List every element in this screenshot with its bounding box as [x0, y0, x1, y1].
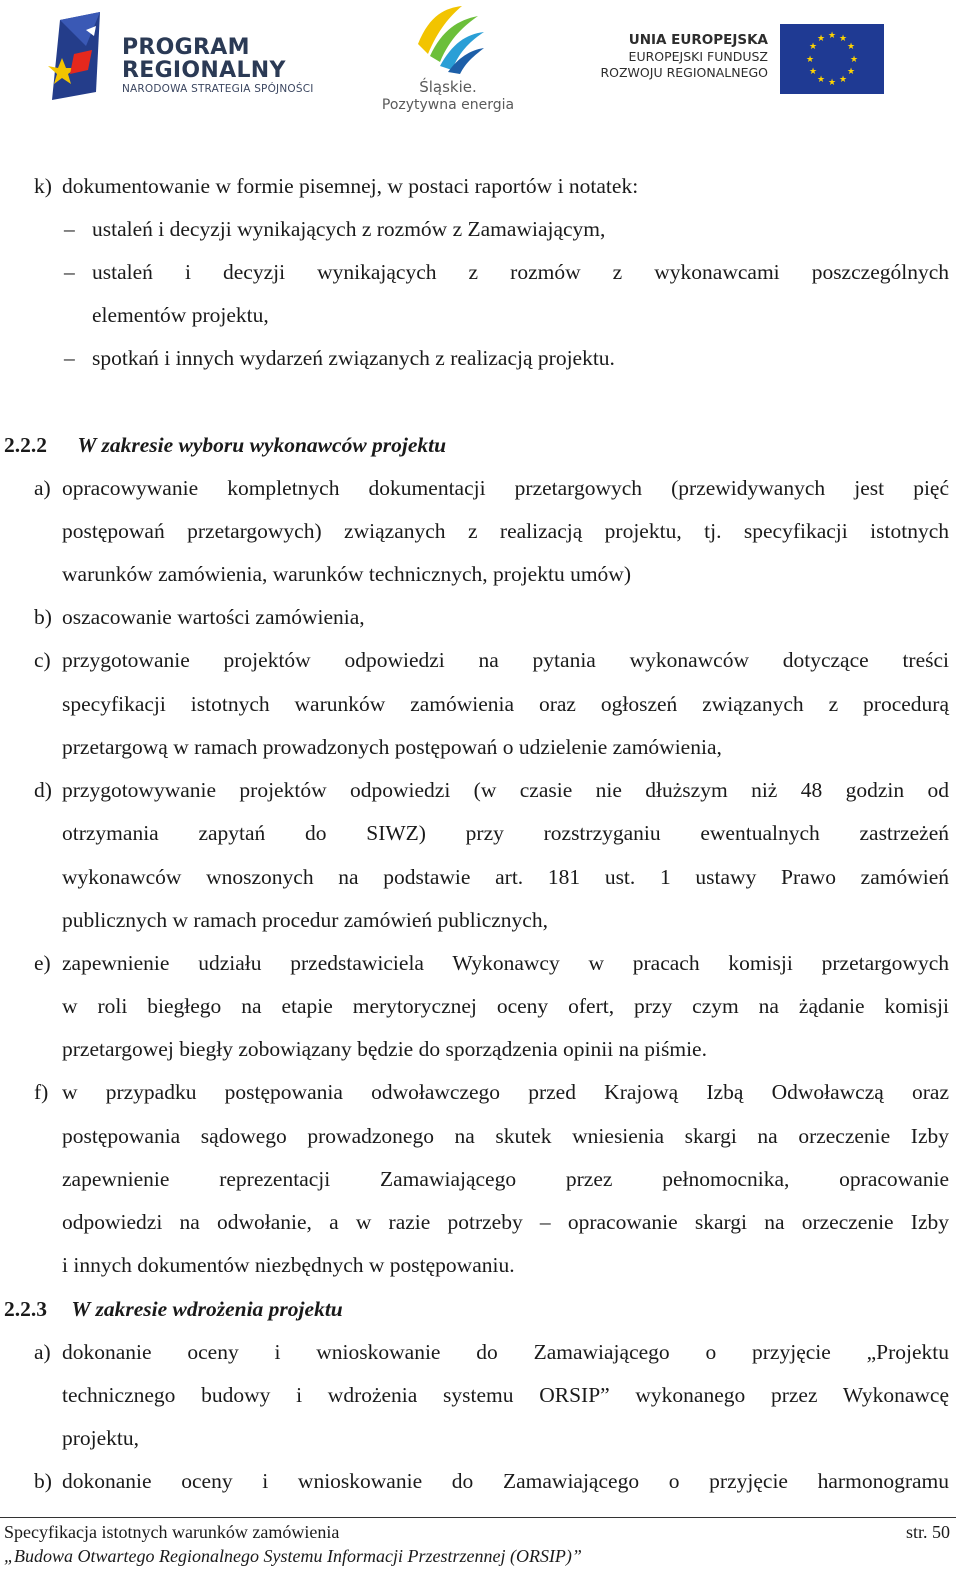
item-line: warunków zamówienia, warunków technicznych, projektu umów)	[62, 562, 631, 586]
item-line: odpowiedzi na odwołanie, a w razie potrzeby – opracowanie skargi na orzeczenie Izby	[62, 1210, 949, 1234]
item-line: dokonanie oceny i wnioskowanie do Zamawiającego o przyjęcie „Projektu	[62, 1340, 949, 1364]
item-label: k)	[34, 174, 52, 198]
footer-page-number: str. 50	[905, 1522, 950, 1542]
item-label: a)	[34, 476, 51, 500]
svg-text:★: ★	[805, 55, 815, 65]
item-line: dokonanie oceny i wnioskowanie do Zamawiającego o przyjęcie harmonogramu	[62, 1469, 949, 1493]
bullet-text: ustaleń i decyzji wynikających z rozmów z wykonawcami poszczególnych	[92, 260, 949, 284]
item-line: w przypadku postępowania odwoławczego przed Krajową Izbą Odwoławczą oraz	[62, 1080, 949, 1104]
svg-text:★: ★	[827, 78, 837, 88]
item-line: zapewnienie udziału przedstawiciela Wykonawcy w pracach komisji przetargowych	[62, 951, 949, 975]
item-label: f)	[34, 1080, 49, 1104]
pr-line-1: PROGRAM	[122, 35, 250, 60]
item-line: postępowania sądowego prowadzonego na skutek wniesienia skargi na orzeczenie Izby	[62, 1124, 949, 1148]
unia-europejska-logo	[588, 24, 888, 96]
item-line: przetargowej biegły zobowiązany będzie do sporządzenia opinii na piśmie.	[62, 1037, 707, 1061]
item-line: w roli biegłego na etapie merytorycznej oceny ofert, przy czym na żądanie komisji	[62, 994, 949, 1018]
svg-text:★: ★	[808, 67, 818, 77]
pr-line-3: NARODOWA STRATEGIA SPÓJNOŚCI	[122, 83, 314, 95]
item-text: dokumentowanie w formie pisemnej, w postaci raportów i notatek:	[62, 174, 639, 198]
item-line: przygotowywanie projektów odpowiedzi (w czasie nie dłuższym niż 48 godzin od	[62, 778, 949, 802]
program-regionalny-emblem-icon	[46, 12, 116, 104]
item-label: d)	[34, 778, 52, 802]
item-line: postępowań przetargowych) związanych z realizacją projektu, tj. specyfikacji istotnych	[62, 519, 949, 543]
item-line: technicznego budowy i wdrożenia systemu ORSIP” wykonanego przez Wykonawcę	[62, 1383, 949, 1407]
section-heading-2-2-2	[4, 431, 446, 459]
svg-text:★: ★	[808, 42, 818, 52]
item-line: przetargową w ramach prowadzonych postępowań o udzielenie zamówienia,	[62, 735, 722, 759]
svg-text:★: ★	[849, 55, 859, 65]
pr-line-2: REGIONALNY	[122, 58, 286, 83]
svg-text:★: ★	[816, 75, 826, 85]
item-label: e)	[34, 951, 51, 975]
item-line: wykonawców wnoszonych na podstawie art. 181 ust. 1 ustawy Prawo zamówień	[62, 865, 949, 889]
bullet-dash: –	[64, 260, 75, 284]
item-line: publicznych w ramach procedur zamówień publicznych,	[62, 908, 548, 932]
svg-text:★: ★	[838, 75, 848, 85]
bullet-text: spotkań i innych wydarzeń związanych z realizacją projektu.	[92, 346, 615, 370]
slaskie-name: Śląskie.	[419, 78, 477, 96]
svg-text:★: ★	[816, 34, 826, 44]
ue-line-1: UNIA EUROPEJSKA	[628, 32, 768, 48]
footer-divider	[0, 1517, 956, 1518]
program-regionalny-logo	[46, 12, 336, 104]
eu-flag-icon	[780, 24, 884, 94]
footer-document-title: Specyfikacja istotnych warunków zamówienia	[4, 1522, 340, 1542]
footer-project-name: „Budowa Otwartego Regionalnego Systemu Informacji Przestrzennej (ORSIP)”	[4, 1546, 582, 1566]
ue-line-2: EUROPEJSKI FUNDUSZ	[628, 49, 768, 64]
section-title: W zakresie wyboru wykonawców projektu	[77, 433, 447, 457]
slaskie-slogan: Pozytywna energia	[381, 97, 515, 113]
section-number: 2.2.2	[4, 433, 47, 457]
svg-text:★: ★	[838, 34, 848, 44]
slaskie-waves-icon	[412, 4, 486, 74]
item-label: c)	[34, 648, 51, 672]
section-title: W zakresie wdrożenia projektu	[71, 1297, 343, 1321]
item-line: i innych dokumentów niezbędnych w postępowaniu.	[62, 1253, 515, 1277]
item-label: a)	[34, 1340, 51, 1364]
page-header	[0, 0, 960, 125]
bullet-dash: –	[64, 346, 75, 370]
bullet-text-continued: elementów projektu,	[92, 303, 269, 327]
item-label: b)	[34, 605, 52, 629]
bullet-text: ustaleń i decyzji wynikających z rozmów z Zamawiającym,	[92, 217, 606, 241]
item-line: projektu,	[62, 1426, 140, 1450]
item-line: specyfikacji istotnych warunków zamówienia oraz ogłoszeń związanych z procedurą	[62, 692, 949, 716]
item-line: otrzymania zapytań do SIWZ) przy rozstrzyganiu ewentualnych zastrzeżeń	[62, 821, 949, 845]
section-heading-2-2-3	[4, 1295, 343, 1323]
item-label: b)	[34, 1469, 52, 1493]
bullet-dash: –	[64, 217, 75, 241]
svg-text:★: ★	[846, 67, 856, 77]
item-line: oszacowanie wartości zamówienia,	[62, 605, 365, 629]
slaskie-logo	[378, 4, 528, 119]
ue-line-3: ROZWOJU REGIONALNEGO	[600, 65, 768, 80]
item-line: zapewnienie reprezentacji Zamawiającego przez pełnomocnika, opracowanie	[62, 1167, 949, 1191]
item-line: przygotowanie projektów odpowiedzi na pytania wykonawców dotyczące treści	[62, 648, 949, 672]
svg-text:★: ★	[846, 42, 856, 52]
section-number: 2.2.3	[4, 1297, 47, 1321]
svg-text:★: ★	[827, 31, 837, 41]
item-line: opracowywanie kompletnych dokumentacji przetargowych (przewidywanych jest pięć	[62, 476, 949, 500]
